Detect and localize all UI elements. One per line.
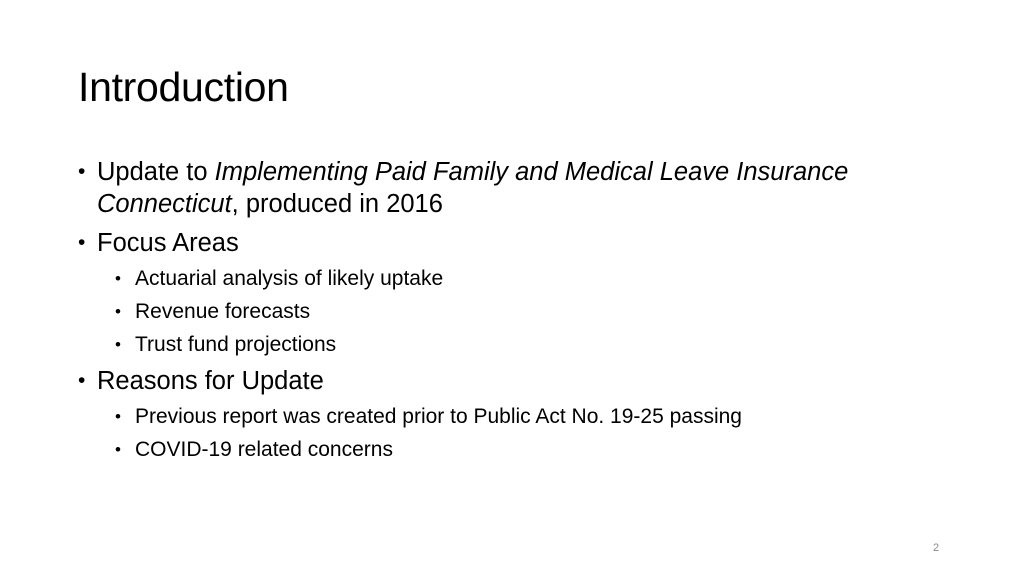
sub-bullet: [78, 299, 958, 325]
bullet-update-suffix: , produced in 2016: [231, 190, 443, 218]
sub-bullet-label: Actuarial analysis of likely uptake: [135, 267, 444, 290]
bullet-focus-areas-label: Focus Areas: [97, 229, 239, 257]
report-title: Implementing Paid Family and Medical Leave Insurance Connecticut: [97, 158, 849, 218]
sub-bullet-dot: •: [115, 269, 121, 288]
sub-bullet: [78, 437, 958, 463]
bullet-dot: •: [78, 231, 86, 254]
sub-bullet-dot: •: [115, 335, 121, 354]
sub-bullet-dot: •: [115, 407, 121, 426]
sub-bullet-label: Previous report was created prior to Public Act No. 19-25 passing: [135, 405, 742, 428]
sub-bullet: [78, 404, 958, 430]
sub-bullet-label: Revenue forecasts: [135, 300, 311, 323]
bullet-dot: •: [78, 160, 86, 183]
page-number: 2: [933, 542, 940, 554]
bullet-list: [78, 156, 958, 470]
sub-bullet: [78, 266, 958, 292]
bullet-reasons: [78, 365, 958, 397]
bullet-dot: •: [78, 369, 86, 392]
sub-bullet-label: COVID-19 related concerns: [135, 438, 393, 461]
bullet-update: [78, 156, 958, 220]
sub-bullet-label: Trust fund projections: [135, 333, 337, 356]
sub-bullet: [78, 332, 958, 358]
bullet-update-prefix: Update to: [97, 158, 215, 186]
sub-bullet-dot: •: [115, 440, 121, 459]
bullet-reasons-label: Reasons for Update: [97, 367, 324, 395]
slide-title: Introduction: [78, 64, 289, 110]
bullet-focus-areas: [78, 227, 958, 259]
sub-bullet-dot: •: [115, 302, 121, 321]
